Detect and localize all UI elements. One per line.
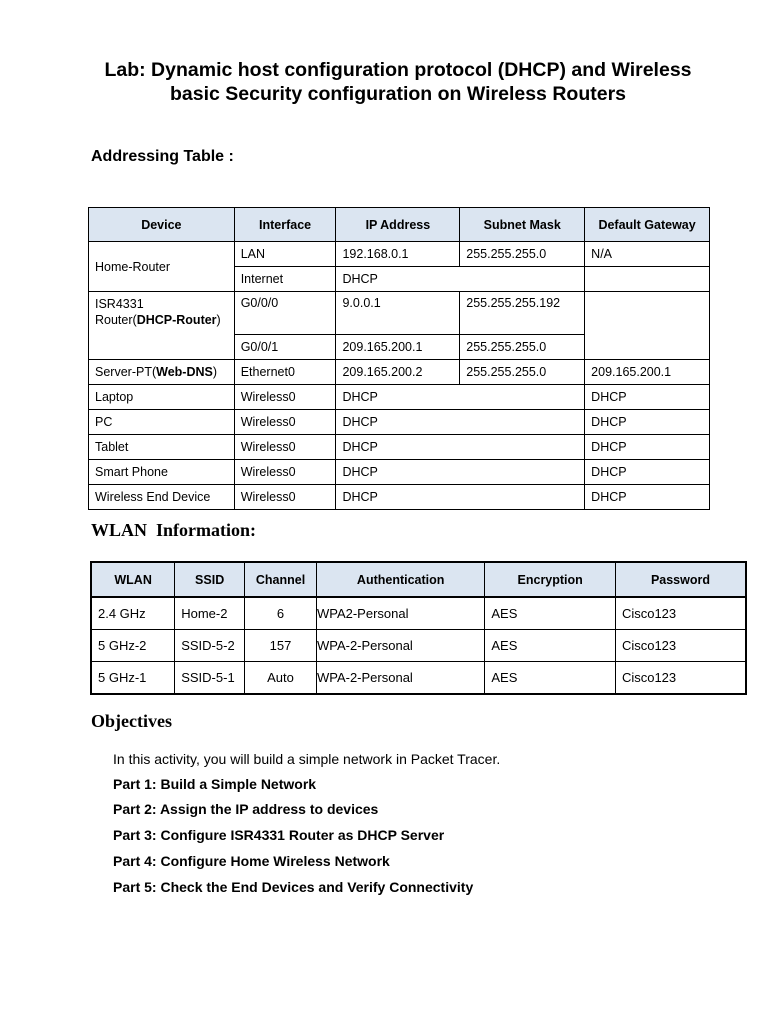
wlan-information-heading: WLAN Information: (91, 520, 256, 540)
table-row (89, 292, 710, 335)
device-cell: Laptop (89, 385, 235, 410)
column-header: Interface (234, 208, 336, 242)
table-row (89, 485, 710, 510)
table-row (89, 410, 710, 435)
ssid-cell: SSID-5-2 (175, 630, 245, 662)
mask-cell: 255.255.255.0 (460, 335, 585, 360)
gateway-cell: DHCP (585, 460, 710, 485)
device-cell (89, 292, 235, 360)
channel-cell: 6 (245, 597, 317, 630)
device-suffix: ) (212, 365, 218, 379)
gateway-cell: DHCP (585, 485, 710, 510)
wlan-cell: 5 GHz-1 (91, 662, 175, 695)
mask-cell (460, 410, 585, 435)
column-header: Channel (245, 562, 317, 597)
ip-cell: DHCP (336, 435, 460, 460)
ip-cell: 209.165.200.2 (336, 360, 460, 385)
wlan-cell: 5 GHz-2 (91, 630, 175, 662)
mask-cell (460, 385, 585, 410)
objective-part: Part 5: Check the End Devices and Verify Connectivity (113, 879, 474, 895)
mask-cell (460, 460, 585, 485)
device-cell (89, 360, 235, 385)
mask-cell: 255.255.255.0 (460, 360, 585, 385)
title-line-1: Lab: Dynamic host configuration protocol (DHCP) and Wireless (104, 59, 692, 81)
objective-part: Part 2: Assign the IP address to devices (113, 801, 379, 817)
ip-cell: DHCP (336, 267, 460, 292)
table-row (91, 597, 746, 630)
device-cell: Home-Router (89, 242, 235, 292)
objectives-heading: Objectives (91, 711, 172, 731)
table-header-row (91, 562, 746, 597)
gateway-cell: DHCP (585, 435, 710, 460)
ip-cell: DHCP (336, 460, 460, 485)
document-title (0, 58, 768, 106)
ip-cell: 192.168.0.1 (336, 242, 460, 267)
password-cell: Cisco123 (615, 662, 746, 695)
objective-part: Part 1: Build a Simple Network (113, 776, 317, 792)
device-suffix: ) (216, 313, 221, 327)
column-header: Authentication (316, 562, 484, 597)
wlan-table (90, 561, 747, 695)
device-role: DHCP-Router (136, 313, 217, 327)
column-header: Encryption (485, 562, 616, 597)
table-header-row (89, 208, 710, 242)
title-line-2: basic Security configuration on Wireless Routers (169, 83, 626, 105)
gateway-cell (585, 267, 710, 292)
column-header: WLAN (91, 562, 175, 597)
objectives-intro: In this activity, you will build a simple network in Packet Tracer. (113, 751, 501, 767)
device-prefix: Server-PT( (95, 365, 157, 379)
ip-cell: DHCP (336, 385, 460, 410)
table-row (89, 385, 710, 410)
interface-cell: Wireless0 (234, 435, 336, 460)
gateway-cell: 209.165.200.1 (585, 360, 710, 385)
device-cell: Tablet (89, 435, 235, 460)
encryption-cell: AES (485, 662, 616, 695)
ssid-cell: Home-2 (175, 597, 245, 630)
interface-cell: Wireless0 (234, 385, 336, 410)
ip-cell: 9.0.0.1 (336, 292, 460, 335)
addressing-table-heading: Addressing Table : (91, 148, 234, 165)
interface-cell: LAN (234, 242, 336, 267)
objective-part: Part 3: Configure ISR4331 Router as DHCP Server (113, 827, 445, 843)
device-cell: Smart Phone (89, 460, 235, 485)
device-name-line: ISR4331 (95, 297, 144, 311)
table-row (91, 630, 746, 662)
column-header: SSID (175, 562, 245, 597)
encryption-cell: AES (485, 630, 616, 662)
gateway-cell: DHCP (585, 410, 710, 435)
password-cell: Cisco123 (615, 597, 746, 630)
mask-cell: 255.255.255.0 (460, 242, 585, 267)
interface-cell: Wireless0 (234, 410, 336, 435)
device-cell: PC (89, 410, 235, 435)
channel-cell: Auto (245, 662, 317, 695)
objective-part: Part 4: Configure Home Wireless Network (113, 853, 390, 869)
mask-cell: 255.255.255.192 (460, 292, 585, 335)
table-row (89, 435, 710, 460)
column-header: Subnet Mask (460, 208, 585, 242)
gateway-cell: DHCP (585, 385, 710, 410)
addressing-table (88, 207, 710, 510)
mask-cell (460, 267, 585, 292)
interface-cell: Wireless0 (234, 485, 336, 510)
ip-cell: DHCP (336, 485, 460, 510)
interface-cell: Ethernet0 (234, 360, 336, 385)
ip-cell: DHCP (336, 410, 460, 435)
ip-cell: 209.165.200.1 (336, 335, 460, 360)
authentication-cell: WPA-2-Personal (316, 630, 484, 662)
wlan-cell: 2.4 GHz (91, 597, 175, 630)
interface-cell: G0/0/0 (234, 292, 336, 335)
column-header: IP Address (336, 208, 460, 242)
channel-cell: 157 (245, 630, 317, 662)
table-row (89, 242, 710, 267)
gateway-cell: N/A (585, 242, 710, 267)
column-header: Device (89, 208, 235, 242)
table-row (89, 460, 710, 485)
ssid-cell: SSID-5-1 (175, 662, 245, 695)
device-cell: Wireless End Device (89, 485, 235, 510)
mask-cell (460, 435, 585, 460)
encryption-cell: AES (485, 597, 616, 630)
interface-cell: G0/0/1 (234, 335, 336, 360)
interface-cell: Internet (234, 267, 336, 292)
device-prefix: Router( (95, 313, 137, 327)
column-header: Password (615, 562, 746, 597)
authentication-cell: WPA-2-Personal (316, 662, 484, 695)
interface-cell: Wireless0 (234, 460, 336, 485)
column-header: Default Gateway (585, 208, 710, 242)
gateway-cell (585, 292, 710, 360)
table-row (91, 662, 746, 695)
mask-cell (460, 485, 585, 510)
table-row (89, 360, 710, 385)
password-cell: Cisco123 (615, 630, 746, 662)
device-role: Web-DNS (156, 365, 213, 379)
authentication-cell: WPA2-Personal (316, 597, 484, 630)
